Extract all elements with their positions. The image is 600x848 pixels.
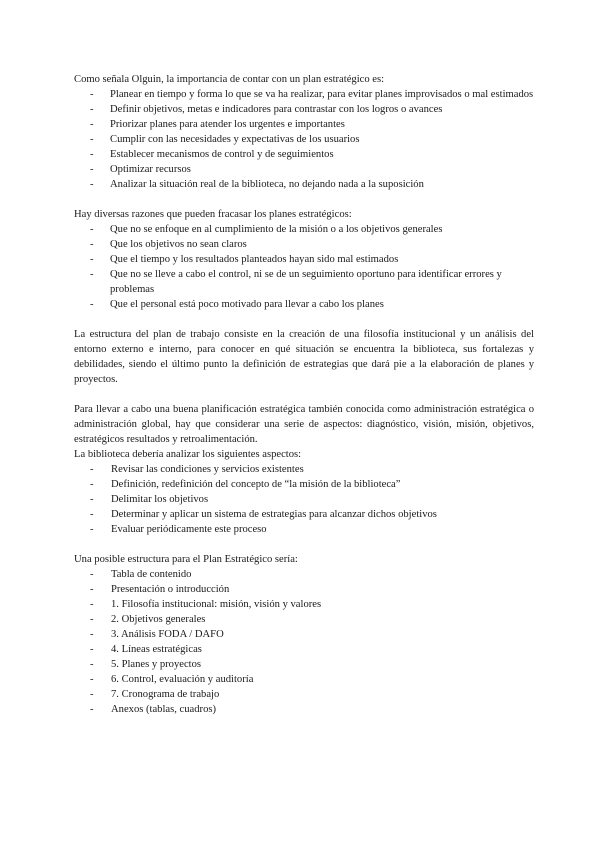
section4-intro: La biblioteca debería analizar los siguientes aspectos: [74,449,302,460]
list-item: - Revisar las condiciones y servicios existentes [74,462,534,477]
list-item: - Definir objetivos, metas e indicadores para contrastar con los logros o avances [74,102,534,117]
aspects-list [74,462,534,537]
list-item: - Optimizar recursos [74,162,534,177]
list-item: - 4. Líneas estratégicas [74,642,534,657]
list-item: - 7. Cronograma de trabajo [74,687,534,702]
list-item: - Analizar la situación real de la biblioteca, no dejando nada a la suposición [74,177,534,192]
list-item: - Que los objetivos no sean claros [74,237,534,252]
list-item: - Que el tiempo y los resultados planteados hayan sido mal estimados [74,252,534,267]
section2-intro: Hay diversas razones que pueden fracasar los planes estratégicos: [74,209,352,220]
list-item: - Que no se lleve a cabo el control, ni se de un seguimiento oportuno para identificar errores y problemas [74,267,534,297]
list-item: - Evaluar periódicamente este proceso [74,522,534,537]
list-item: - Que el personal está poco motivado para llevar a cabo los planes [74,297,534,312]
list-item: - 5. Planes y proyectos [74,657,534,672]
list-item: - Cumplir con las necesidades y expectativas de los usuarios [74,132,534,147]
plan-structure-list [74,567,534,717]
failure-reasons-list [74,222,534,312]
importance-list [74,87,534,192]
section1-intro: Como señala Olguin, la importancia de contar con un plan estratégico es: [74,74,385,85]
list-item: - 2. Objetivos generales [74,612,534,627]
list-item: - Delimitar los objetivos [74,492,534,507]
list-item: - Establecer mecanismos de control y de seguimientos [74,147,534,162]
list-item: - Determinar y aplicar un sistema de estrategias para alcanzar dichos objetivos [74,507,534,522]
list-item: - Definición, redefinición del concepto de “la misión de la biblioteca” [74,477,534,492]
document-page [74,72,534,717]
planning-paragraph: Para llevar a cabo una buena planificación estratégica también conocida como administración estratégica o administración global, hay que considerar una serie de aspectos: diagnóstico, visión, misión, objetivos, estratégicos resultados y retroalimentación. [74,404,534,445]
list-item: - 3. Análisis FODA / DAFO [74,627,534,642]
structure-paragraph: La estructura del plan de trabajo consiste en la creación de una filosofía institucional y un análisis del entorno externo e interno, para conocer en qué situación se encuentra la biblioteca, sus fortalezas y debilidades, siendo el último punto la definición de estrategias que dará pie a la elaboración de planes y proyectos. [74,329,534,385]
list-item: - Presentación o introducción [74,582,534,597]
section5-intro: Una posible estructura para el Plan Estratégico sería: [74,554,298,565]
list-item: - 6. Control, evaluación y auditoría [74,672,534,687]
list-item: - Que no se enfoque en al cumplimiento de la misión o a los objetivos generales [74,222,534,237]
list-item: - 1. Filosofía institucional: misión, visión y valores [74,597,534,612]
list-item: - Anexos (tablas, cuadros) [74,702,534,717]
list-item: - Priorizar planes para atender los urgentes e importantes [74,117,534,132]
list-item: - Planear en tiempo y forma lo que se va ha realizar, para evitar planes improvisados o mal estimados [74,87,534,102]
list-item: - Tabla de contenido [74,567,534,582]
